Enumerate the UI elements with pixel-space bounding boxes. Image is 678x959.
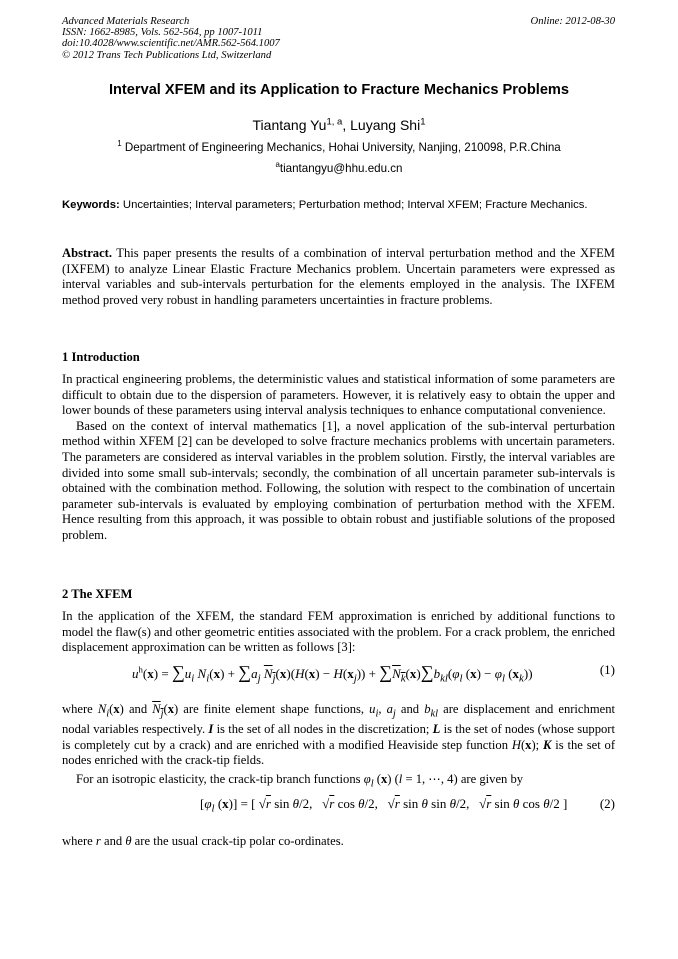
abstract-text: This paper presents the results of a combination of interval perturbation method and the XFEM (IXFEM) to analyze Linear Elastic Fracture Mechanics problem. Uncertain parameters were expressed as interval variables and sub-intervals perturbation for the elements employed in the analysis. The IXFEM method proved very robust in handling parameters uncertainties in fracture problems. — [62, 246, 616, 307]
keywords-text: Uncertainties; Interval parameters; Perturbation method; Interval XFEM; Fracture Mechanics. — [122, 199, 588, 211]
equation-formula: [$\varphi_l$ (x)] = [ √r sin θ/2, √r cos θ/2, √r sin θ sin θ/2, √r sin θ cos θ/2 ] — [200, 796, 568, 815]
section2-polar: where r and θ are the usual crack-tip polar co-ordinates. — [62, 834, 344, 848]
paper-title: Interval XFEM and its Application to Fracture Mechanics Problems — [108, 82, 570, 98]
affiliation-sup: 1 — [117, 139, 122, 149]
email-sup: a — [275, 160, 280, 170]
author-line — [0, 117, 678, 133]
section2-paragraph: In the application of the XFEM, the standard FEM approximation is enriched by additional functions to model the flaw(s) and other geometric entities associated with the problem. For a crack problem, the enriched displacement approximation can be written as follows [3]: — [62, 609, 615, 655]
equation-2 — [62, 796, 615, 832]
text-run: For an isotropic elasticity, the crack-tip branch functions — [76, 772, 361, 786]
author-sup: 1 — [420, 116, 426, 128]
text-run: are finite element shape functions, — [183, 702, 365, 716]
keywords — [62, 198, 615, 212]
text-run: and — [128, 702, 148, 716]
author-separator: , — [342, 117, 351, 133]
symbol-K: K — [543, 737, 552, 752]
abstract-label: Abstract. — [62, 246, 113, 260]
equation-number: (1) — [599, 662, 615, 677]
equation-1 — [62, 662, 615, 698]
text-run: are displacement and enrichment nodal variables respectively. — [62, 702, 616, 737]
keywords-label: Keywords: — [62, 199, 120, 211]
journal-issn: ISSN: 1662-8985, Vols. 562-564, pp 1007-1011 — [62, 27, 263, 39]
journal-header — [62, 16, 615, 61]
section2-branch-intro: For an isotropic elasticity, the crack-tip branch functions $\varphi_l$ (x) (l = 1, ⋯, 4) are given by — [76, 772, 524, 790]
text-run: are given by — [460, 772, 524, 786]
symbol-L: L — [432, 722, 441, 737]
affiliation-text: Department of Engineering Mechanics, Hohai University, Nanjing, 210098, P.R.China — [124, 141, 561, 154]
abstract — [62, 246, 615, 308]
author-name: Tiantang Yu — [252, 117, 327, 133]
symbol-I: I — [208, 722, 214, 737]
online-date: Online: 2012-08-30 — [530, 16, 615, 27]
equation-number: (2) — [599, 796, 615, 811]
journal-doi: doi:10.4028/www.scientific.net/AMR.562-564.1007 — [62, 38, 280, 50]
text-run: ; — [535, 737, 540, 752]
journal-name: Advanced Materials Research — [62, 16, 190, 27]
affiliation — [0, 141, 678, 154]
section-heading: 1 Introduction — [62, 350, 140, 364]
text-run: is the set of all nodes in the discretization; — [216, 722, 430, 737]
equation-formula: $u^h(x) = \sum u_i$ $N_i(x) + \sum a_j$ $N_j(x)(H(x) - H(x_j)) + \sum N_k(x)\sum b_{kl}(\varphi_l$ $(x) - \varphi_l$ $(x_k)$) — [132, 662, 533, 685]
text-run: where — [62, 702, 93, 716]
text-run: and — [400, 702, 420, 716]
section1-body — [62, 372, 615, 544]
text-run: where — [62, 834, 93, 848]
paragraph: In practical engineering problems, the deterministic values and statistical information of some parameters are difficult to obtain due to the dispersion of parameters. However, it is relatively easy to obtain the upper and lower bounds of these parameters using interval analysis techniques to enhance computational convenience. — [62, 372, 615, 418]
email-text: tiantangyu@hhu.edu.cn — [279, 162, 403, 175]
section2-definitions: where $N_i(x)$ and $N_j(x)$ are finite element shape functions, $u_i$, $a_j$ and $b_{kl}$ are displacement and enrichment nodal variables respectively. I is the set of all nodes in the discretization; L is the set of nodes (whose support is completely cut by a crack) and are enriched with a modified Heaviside step function H(x); K is the set of nodes enriched with the crack-tip fields. — [62, 702, 616, 768]
text-run: and — [103, 834, 123, 848]
author-name: Luyang Shi — [350, 117, 421, 133]
author-sup: 1, a — [326, 116, 343, 128]
section-heading: 2 The XFEM — [62, 587, 133, 601]
text-run: is the set of nodes (whose support is completely cut by a crack) and are enriched with a modified Heaviside step function — [62, 722, 615, 752]
paragraph: Based on the context of interval mathematics [1], a novel application of the sub-interval perturbation method within XFEM [2] can be developed to solve fracture mechanics problems with uncertain parameters. The parameters are considered as interval variables in the problem solution. Firstly, the interval variables are divided into some small sub-intervals; secondly, the combination of all uncertain parameter sub-intervals is obtained with the combination method. Following, the solution with respect to the combination of uncertain parameter sub-intervals is evaluated by employing combination of perturbation method with the XFEM. Hence resulting from this approach, it was possible to obtain robust and justifiable solutions of the proposed problem. — [62, 418, 615, 542]
text-run: are the usual crack-tip polar co-ordinates. — [134, 834, 344, 848]
journal-copyright: © 2012 Trans Tech Publications Ltd, Switzerland — [62, 49, 272, 61]
text-run: is the set of nodes enriched with the crack-tip fields. — [62, 737, 616, 768]
email — [0, 162, 678, 175]
